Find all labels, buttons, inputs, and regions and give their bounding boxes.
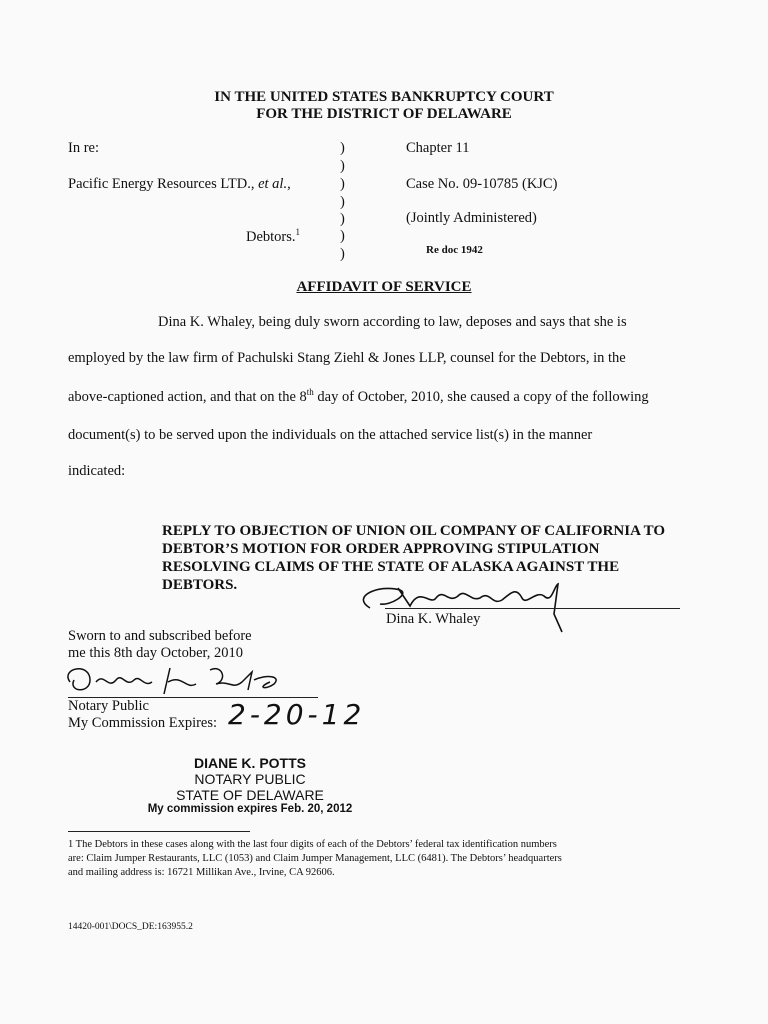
in-re-label: In re:	[68, 140, 99, 156]
body-line-2: employed by the law firm of Pachulski Stang Ziehl & Jones LLP, counsel for the Debtors, in the	[68, 350, 626, 366]
caption-paren: )	[340, 140, 345, 156]
court-heading-line2: FOR THE DISTRICT OF DELAWARE	[256, 106, 512, 122]
sworn-line-1: Sworn to and subscribed before	[68, 628, 252, 644]
stamp-expires: My commission expires Feb. 20, 2012	[147, 803, 353, 815]
chapter: Chapter 11	[406, 140, 470, 156]
reply-line-3: RESOLVING CLAIMS OF THE STATE OF ALASKA AGAINST THE	[162, 559, 620, 575]
court-heading-line1: IN THE UNITED STATES BANKRUPTCY COURT	[214, 89, 554, 105]
stamp-state: STATE OF DELAWARE	[176, 787, 324, 803]
stamp-name: DIANE K. POTTS	[193, 755, 306, 771]
case-number: Case No. 09-10785 (KJC)	[406, 176, 558, 192]
footnote-line-1: 1 The Debtors in these cases along with the last four digits of each of the Debtors’ federal tax identification numbers	[68, 839, 557, 850]
caption-paren: )	[340, 211, 345, 227]
debtors-label: Debtors.$^1$	[246, 227, 301, 245]
stamp-title: NOTARY PUBLIC	[194, 771, 306, 787]
signer-name: Dina K. Whaley	[386, 611, 481, 627]
body-line-4: document(s) to be served upon the individuals on the attached service list(s) in the manner	[68, 427, 593, 443]
body-line-3: above-captioned action, and that on the 8th day of October, 2010, she caused a copy of the following	[68, 387, 649, 405]
caption-paren: )	[340, 194, 345, 210]
sworn-line-2: me this 8th day October, 2010	[68, 645, 243, 661]
reply-line-4: DEBTORS.	[162, 577, 238, 593]
debtor-name: Pacific Energy Resources LTD., et al.,	[68, 176, 291, 192]
document-id: 14420-001\DOCS_DE:163955.2	[68, 922, 193, 932]
document-title: AFFIDAVIT OF SERVICE	[296, 279, 472, 295]
jointly-administered: (Jointly Administered)	[406, 210, 537, 226]
caption-paren: )	[340, 158, 345, 174]
caption-paren: )	[340, 228, 345, 244]
notary-public-label: Notary Public	[68, 698, 149, 714]
footnote-line-2: are: Claim Jumper Restaurants, LLC (1053) and Claim Jumper Management, LLC (6481). The Debtors’ headquarters	[68, 853, 562, 864]
caption-paren: )	[340, 176, 345, 192]
body-line-1: Dina K. Whaley, being duly sworn according to law, deposes and says that she is	[158, 314, 627, 330]
re-doc: Re doc 1942	[426, 244, 483, 256]
reply-line-2: DEBTOR’S MOTION FOR ORDER APPROVING STIPULATION	[162, 541, 600, 557]
footnote-line-3: and mailing address is: 16721 Millikan Ave., Irvine, CA 92606.	[68, 867, 335, 878]
caption-paren: )	[340, 246, 345, 262]
notary-signature	[60, 660, 290, 700]
footnote-rule	[68, 831, 250, 832]
commission-label: My Commission Expires:	[68, 715, 218, 731]
handwritten-expiry-date: 2-20-12	[228, 698, 366, 731]
reply-line-1: REPLY TO OBJECTION OF UNION OIL COMPANY OF CALIFORNIA TO	[162, 523, 665, 539]
signature-line	[385, 608, 680, 609]
body-line-5: indicated:	[68, 463, 126, 479]
